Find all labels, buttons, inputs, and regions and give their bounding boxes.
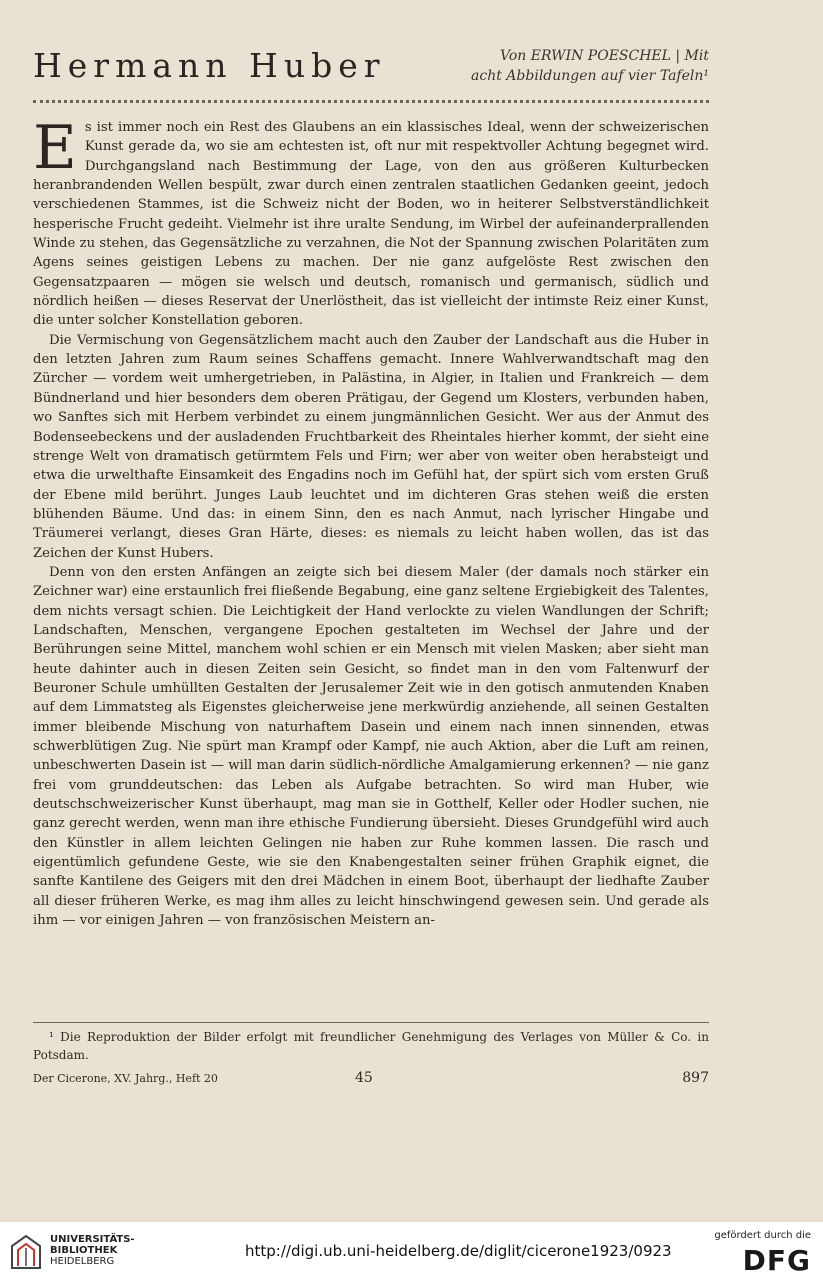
sheet-number: 45 bbox=[355, 1070, 373, 1086]
header-divider bbox=[33, 100, 709, 106]
paragraph: Denn von den ersten Anfängen an zeigte sich bei diesem Maler (der damals noch stärker ein Zeichner war) eine erstaunlich frei fließende Begabung, eine ganz seltene Ergiebigkeit des Talentes, dem nichts versagt schien. Die Leichtigkeit der Hand verlockte zu vielen Wandlungen der Schrift; Landschaften, Menschen, vergangene Epochen gestalteten im Wechsel der Jahre und der Berührungen seine Mittel, manchem wohl schien er ein Mensch mit vielen Masken; aber sieht man heute dahinter auch in diesen Zeiten sein Gesicht, so findet man in den vom Faltenwurf der Beuroner Schule umhüllten Gestalten der Jerusalemer Zeit wie in den gotisch anmutenden Knaben auf dem Limmatsteg als Eigenstes gleicherweise jene merkwürdig anziehende, all seinen Gestalten immer bleibende Mischung von naturhaftem Dasein und einem nach innen sinnenden, etwas schwerblütigen Zug. Nie spürt man Krampf oder Kampf, nie auch Aktion, aber die Luft am reinen, unbeschwerten Dasein ist — will man darin südlich-nördliche Amalgamierung erkennen? — nie ganz frei vom grunddeutschen: das Leben als Aufgabe betrachten. So wird man Huber, wie deutschschweizerischer Kunst überhaupt, mag man sie in Gotthelf, Keller oder Hodler suchen, nie ganz gerecht werden, wenn man ihre ethische Fundierung übersieht. Dieses Grundgefühl wird auch den Künstler in allem leichten Gelingen nie haben zur Ruhe kommen lassen. Die rasch und eigentümlich gefundene Geste, wie sie den Knabengestalten seiner frühen Graphik eignet, die sanfte Kantilene des Geigers mit den drei Mädchen in einem Boot, überhaupt der liedhafte Zauber all dieser früheren Werke, es mag ihm alles zu leicht hinschwingend gewesen sein. Und gerade als ihm — vor einigen Jahren — von französischen Meistern an- bbox=[33, 564, 709, 929]
paragraph-text: s ist immer noch ein Rest des Glaubens an ein klassisches Ideal, wenn der schweizerischen Kunst gerade da, wo sie am echtesten ist, oft nur mit respektvoller Achtung begegnet wird. Durchgangsland nach Bestimmung der Lage, von den aus größeren Kulturbecken heranbrandenden Wellen bespült, zwar durch einen zentralen staatlichen Gedanken geeint, jedoch verschiedenen Stammes, ist die Schweiz nicht der Boden, wo in heiterer Selbstverständlichkeit hesperische Frucht gedeiht. Vielmehr ist ihre uralte Sendung, im Wirbel der aufeinanderprallenden Winde zu stehen, das Gegensätzliche zu verzahnen, die Not der Spannung zwischen Polaritäten zum Agens seines geistigen Lebens zu machen. Der nie ganz aufgelöste Rest zwischen den Gegensatzpaaren — mögen sie welsch und deutsch, romanisch und germanisch, südlich und nördlich heißen — dieses Reservat der Unerlöstheit, das ist vielleicht der intimste Reiz einer Kunst, die unter solcher Konstellation geboren. bbox=[33, 120, 709, 329]
byline-author: Von ERWIN POESCHEL | Mit bbox=[500, 48, 709, 64]
page-footer bbox=[33, 1072, 709, 1092]
article-body bbox=[33, 113, 709, 930]
footnote: ¹ Die Reproduktion der Bilder erfolgt mit freundlicher Genehmigung des Verlages von Müller & Co. in Potsdam. bbox=[33, 1030, 709, 1062]
digitization-bar bbox=[0, 1222, 823, 1281]
article-title: Hermann Huber bbox=[33, 46, 386, 85]
drop-cap: E bbox=[33, 113, 77, 183]
university-seal-icon bbox=[8, 1232, 44, 1272]
library-name: UNIVERSITÄTS- BIBLIOTHEK HEIDELBERG bbox=[50, 1234, 135, 1267]
page-header bbox=[33, 40, 709, 96]
dfg-logo: DFG bbox=[742, 1244, 811, 1277]
journal-reference: Der Cicerone, XV. Jahrg., Heft 20 bbox=[33, 1072, 218, 1085]
sponsor-label: gefördert durch die bbox=[714, 1230, 811, 1241]
byline bbox=[409, 46, 709, 86]
paragraph: Die Vermischung von Gegensätzlichem macht auch den Zauber der Landschaft aus die Huber in den letzten Jahren zum Raum seines Schaffens gemacht. Innere Wahlverwandtschaft mag den Zürcher — vordem weit umhergetrieben, in Palästina, in Algier, in Italien und Frankreich — dem Bündnerland und hier besonders dem oberen Prätigau, der Gegend um Klosters, verbunden haben, wo Sanftes sich mit Herbem verbindet zu einem jungmännlichen Gesicht. Wer aus der Anmut des Bodenseebeckens und der ausladenden Fruchtbarkeit des Rheintales hierher kommt, der sieht eine strenge Welt von dramatisch getürmtem Fels und Firn; wer aber von weiter oben herabsteigt und etwa die urwelthafte Einsamkeit des Engadins noch im Gefühl hat, der spürt sich vom ersten Gruß der Ebene mild berührt. Junges Laub leuchtet und im dichteren Gras stehen weiß die ersten blühenden Bäume. Und das: in einem Sinn, den es nach Anmut, nach lyrischer Hingabe und Träumerei verlangt, dieses Gran Härte, dieses: es niemals zu leicht haben wollen, das ist das Zeichen der Kunst Hubers. bbox=[33, 332, 709, 561]
page-number: 897 bbox=[682, 1070, 709, 1086]
byline-illustrations: acht Abbildungen auf vier Tafeln¹ bbox=[471, 68, 709, 84]
paragraph bbox=[33, 113, 709, 331]
footnote-divider bbox=[33, 1022, 709, 1023]
permalink[interactable]: http://digi.ub.uni-heidelberg.de/diglit/cicerone1923/0923 bbox=[245, 1242, 672, 1260]
